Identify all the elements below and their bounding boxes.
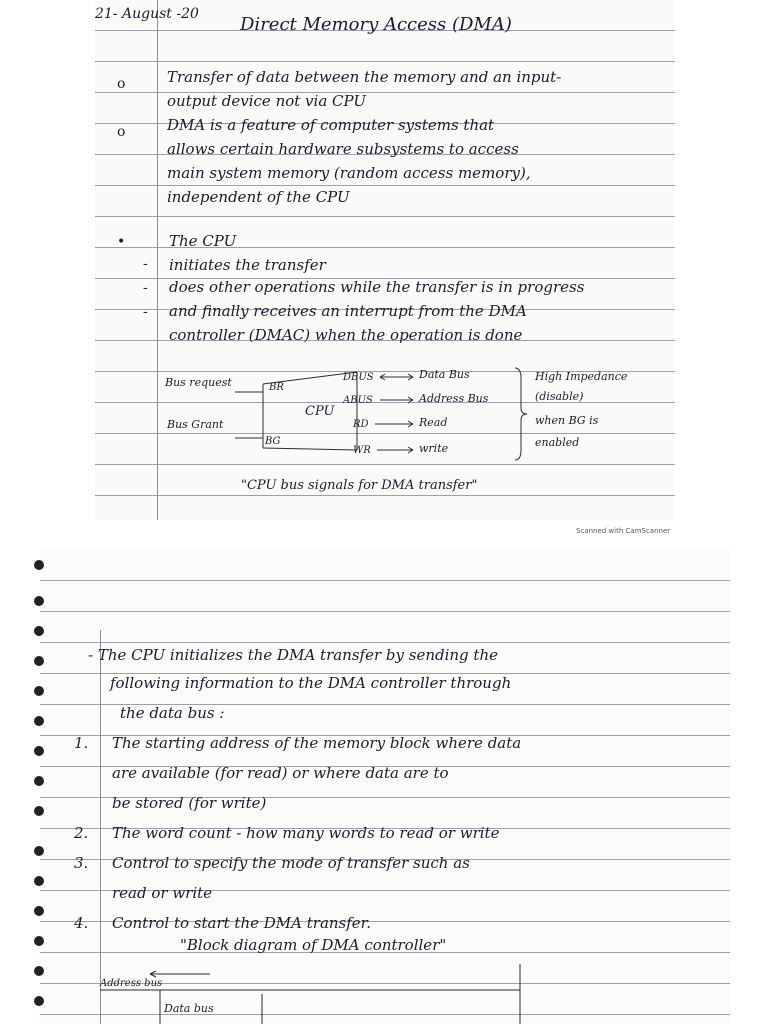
item-number: 4. — [74, 914, 89, 932]
bus-signal-diagram — [95, 0, 675, 520]
br-pin-label: BR — [269, 382, 284, 393]
bullet-3-line-1: The CPU — [169, 232, 237, 250]
binder-hole — [34, 596, 44, 606]
binder-hole — [34, 846, 44, 856]
binder-hole — [34, 656, 44, 666]
binder-hole — [34, 716, 44, 726]
binder-hole — [34, 966, 44, 976]
wr-pin: WR — [353, 445, 371, 456]
bullet-2-line-1: DMA is a feature of computer systems that — [167, 116, 495, 134]
abus-pin: ABUS — [343, 395, 373, 406]
binder-hole — [34, 560, 44, 570]
block-diagram-caption: "Block diagram of DMA controller" — [180, 936, 447, 954]
binder-hole — [34, 906, 44, 916]
intro-line-3: the data bus : — [120, 704, 225, 722]
bullet-1-line-1: Transfer of data between the memory and an input- — [167, 68, 562, 86]
item-3-line-2: read or write — [112, 884, 213, 902]
item-1-line-1: The starting address of the memory block where data — [112, 734, 522, 752]
notebook-page-2 — [40, 550, 730, 1024]
bus-request-label: Bus request — [165, 376, 232, 389]
bullet-marker: o — [117, 124, 126, 140]
binder-hole — [34, 746, 44, 756]
step-marker: - — [143, 304, 148, 320]
cpu-box-bottom — [263, 448, 357, 450]
cpu-step-2: does other operations while the transfer is in progress — [169, 278, 585, 296]
address-bus-label: Address bus — [100, 978, 163, 989]
binder-hole — [34, 806, 44, 816]
scanner-watermark: Scanned with CamScanner — [576, 527, 671, 535]
bg-pin-label: BG — [265, 436, 281, 447]
impedance-note-4: enabled — [535, 436, 580, 449]
notebook-page-1 — [95, 0, 675, 520]
cpu-step-4: controller (DMAC) when the operation is done — [169, 326, 523, 344]
impedance-note-2: (disable) — [535, 390, 584, 403]
binder-hole — [34, 936, 44, 946]
right-brace — [515, 368, 527, 460]
step-marker: - — [143, 280, 148, 296]
binder-hole — [34, 626, 44, 636]
wr-signal: write — [419, 442, 449, 455]
abus-signal: Address Bus — [419, 392, 489, 405]
bullet-2-line-2: allows certain hardware subsystems to access — [167, 140, 519, 158]
dbus-pin: DBUS — [343, 372, 374, 383]
item-1-line-2: are available (for read) or where data are to — [112, 764, 449, 782]
impedance-note-3: when BG is — [535, 414, 599, 427]
bullet-marker: o — [117, 76, 126, 92]
bullet-2-line-3: main system memory (random access memory), — [167, 164, 531, 182]
item-1-line-3: be stored (for write) — [112, 794, 267, 812]
bus-grant-label: Bus Grant — [167, 418, 224, 431]
binder-hole — [34, 686, 44, 696]
cpu-label: CPU — [305, 404, 335, 419]
step-marker: - — [143, 256, 148, 272]
item-2-line-1: The word count - how many words to read or write — [112, 824, 500, 842]
rd-signal: Read — [419, 416, 448, 429]
data-bus-label: Data bus — [164, 1002, 214, 1015]
binder-hole — [34, 876, 44, 886]
item-4-line-1: Control to start the DMA transfer. — [112, 914, 371, 932]
dbus-signal: Data Bus — [419, 368, 470, 381]
bullet-marker: • — [117, 234, 126, 250]
page-date: 21- August -20 — [95, 6, 199, 22]
cpu-step-3: and finally receives an interrupt from the DMA — [169, 302, 527, 320]
bullet-1-line-2: output device not via CPU — [167, 92, 366, 110]
item-number: 1. — [74, 734, 89, 752]
page-title: Direct Memory Access (DMA) — [240, 14, 512, 35]
rd-pin: RD — [353, 419, 369, 430]
cpu-step-1: initiates the transfer — [169, 256, 326, 274]
bullet-2-line-4: independent of the CPU — [167, 188, 350, 206]
binder-hole — [34, 996, 44, 1006]
diagram-caption: "CPU bus signals for DMA transfer" — [241, 478, 478, 493]
item-3-line-1: Control to specify the mode of transfer such as — [112, 854, 470, 872]
impedance-note-1: High Impedance — [535, 370, 628, 383]
item-number: 2. — [74, 824, 89, 842]
item-number: 3. — [74, 854, 89, 872]
intro-line-2: following information to the DMA controller through — [110, 674, 512, 692]
dma-block-diagram — [40, 550, 730, 1024]
intro-line-1: - The CPU initializes the DMA transfer by sending the — [88, 646, 498, 664]
binder-hole — [34, 776, 44, 786]
